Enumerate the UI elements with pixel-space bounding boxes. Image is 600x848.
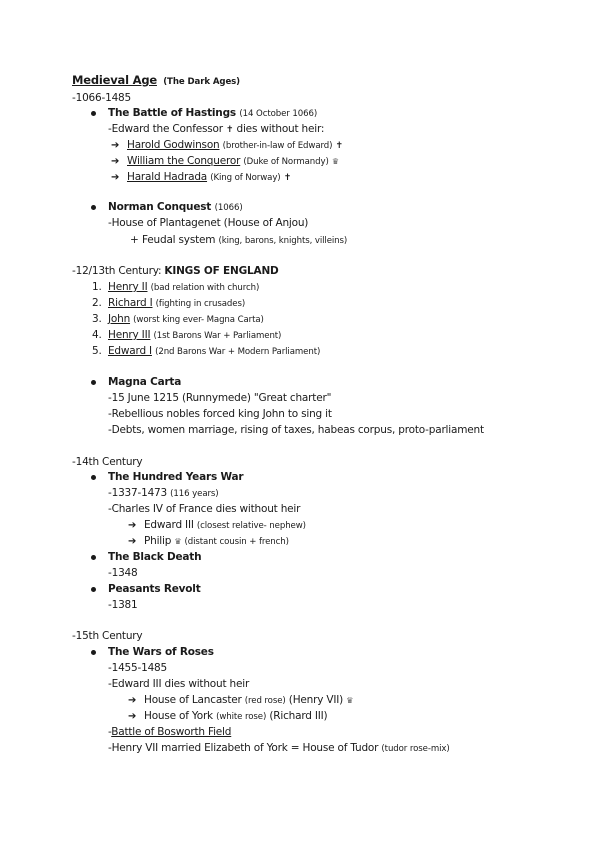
arrow-icon: ➔ <box>111 172 120 183</box>
crown-icon: ♛ <box>346 696 354 705</box>
bosworth-line: -Battle of Bosworth Field <box>108 726 232 738</box>
arrow-icon: ➔ <box>111 140 120 151</box>
arrow-icon: ➔ <box>111 156 120 167</box>
claimant-philip: ➔ Philip ♛ (distant cousin + french) <box>128 535 289 547</box>
black-death-year: -1348 <box>108 567 138 579</box>
range-1066-1485: -1066-1485 <box>72 92 132 104</box>
house-york: ➔ House of York (white rose) (Richard III) <box>128 710 328 722</box>
bullet-dot <box>91 111 96 116</box>
charles-line: -Charles IV of France dies without heir <box>108 503 301 515</box>
claimant-2: ➔ William the Conqueror (Duke of Normandy) ♛ <box>111 155 339 167</box>
king-item: 2. Richard I (fighting in crusades) <box>92 297 246 309</box>
bullet-dot <box>91 475 96 480</box>
hundred-years-war-heading: The Hundred Years War <box>108 471 244 483</box>
plus-icon: + <box>130 234 139 246</box>
king-item: 3. John (worst king ever- Magna Carta) <box>92 313 264 325</box>
bullet-dot <box>91 587 96 592</box>
arrow-icon: ➔ <box>128 695 137 706</box>
plantagenet-line: -House of Plantagenet (House of Anjou) <box>108 217 309 229</box>
document-title: Medieval Age (The Dark Ages) <box>72 73 241 87</box>
king-item: 1. Henry II (bad relation with church) <box>92 281 260 293</box>
peasants-revolt-heading: Peasants Revolt <box>108 583 201 595</box>
magna-carta-heading: Magna Carta <box>108 376 182 388</box>
claimant-3: ➔ Harald Hadrada (King of Norway) ✝ <box>111 171 292 183</box>
magna-line-3: -Debts, women marriage, rising of taxes, habeas corpus, proto-parliament <box>108 424 484 436</box>
bullet-dot <box>91 650 96 655</box>
arrow-icon: ➔ <box>128 536 137 547</box>
cross-icon: ✝ <box>283 173 292 183</box>
claimant-1: ➔ Harold Godwinson (brother-in-law of Edward) ✝ <box>111 139 343 151</box>
edward-confessor-line: -Edward the Confessor ✝ dies without heir: <box>108 123 325 135</box>
norman-conquest-heading: Norman Conquest (1066) <box>108 201 243 213</box>
century-14-heading: -14th Century <box>72 456 143 468</box>
hundred-years-range: -1337-1473 (116 years) <box>108 487 219 499</box>
black-death-heading: The Black Death <box>108 551 202 563</box>
crown-icon: ♛ <box>174 537 182 546</box>
bullet-dot <box>91 205 96 210</box>
bullet-dot <box>91 555 96 560</box>
crown-icon: ♛ <box>331 157 339 166</box>
hastings-heading: The Battle of Hastings (14 October 1066) <box>108 107 318 119</box>
edward-iii-line: -Edward III dies without heir <box>108 678 250 690</box>
magna-line-1: -15 June 1215 (Runnymede) "Great charter" <box>108 392 332 404</box>
bullet-dot <box>91 380 96 385</box>
feudal-system-line: + Feudal system (king, barons, knights, villeins) <box>130 234 348 246</box>
cross-icon: ✝ <box>335 141 343 151</box>
tudor-line: -Henry VII married Elizabeth of York = House of Tudor (tudor rose-mix) <box>108 742 450 754</box>
king-item: 4. Henry III (1st Barons War + Parliament) <box>92 329 282 341</box>
peasants-revolt-year: -1381 <box>108 599 138 611</box>
century-15-heading: -15th Century <box>72 630 143 642</box>
arrow-icon: ➔ <box>128 711 137 722</box>
magna-line-2: -Rebellious nobles forced king John to sing it <box>108 408 332 420</box>
kings-heading: -12/13th Century: KINGS OF ENGLAND <box>72 265 279 277</box>
king-item: 5. Edward I (2nd Barons War + Modern Parliament) <box>92 345 321 357</box>
cross-icon: ✝ <box>226 125 234 135</box>
wars-of-roses-heading: The Wars of Roses <box>108 646 214 658</box>
claimant-edward-iii: ➔ Edward III (closest relative- nephew) <box>128 519 306 531</box>
house-lancaster: ➔ House of Lancaster (red rose) (Henry VII) ♛ <box>128 694 354 706</box>
wars-of-roses-range: -1455-1485 <box>108 662 168 674</box>
arrow-icon: ➔ <box>128 520 137 531</box>
